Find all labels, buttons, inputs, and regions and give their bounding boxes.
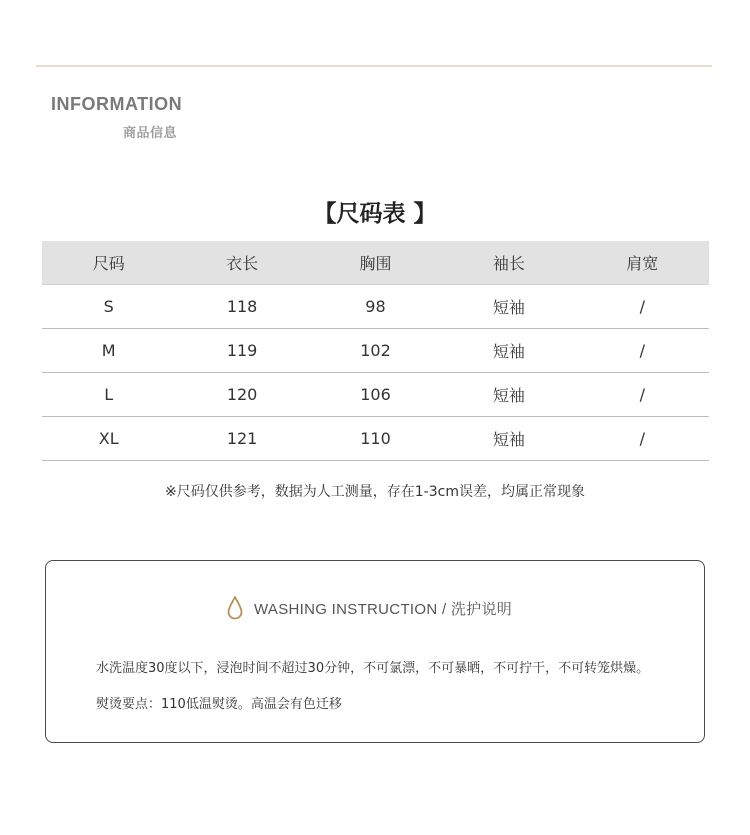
cell-sleeve: 短袖 xyxy=(442,417,575,461)
cell-size: XL xyxy=(42,417,175,461)
washing-text-line-2: 熨烫要点：110低温熨烫。高温会有色迁移 xyxy=(96,697,342,712)
information-subtitle: 商品信息 xyxy=(123,126,178,141)
cell-chest: 98 xyxy=(309,285,442,329)
washing-title: WASHING INSTRUCTION / 洗护说明 xyxy=(254,600,513,618)
cell-size: S xyxy=(42,285,175,329)
column-header-shoulder: 肩宽 xyxy=(576,241,709,285)
information-title: INFORMATION xyxy=(51,94,183,114)
cell-length: 121 xyxy=(175,417,308,461)
table-row xyxy=(42,417,709,461)
cell-shoulder: / xyxy=(576,373,709,417)
cell-chest: 102 xyxy=(309,329,442,373)
cell-shoulder: / xyxy=(576,417,709,461)
size-table-title: 【尺码表 】 xyxy=(313,201,437,227)
table-row xyxy=(42,329,709,373)
column-header-sleeve: 袖长 xyxy=(442,241,575,285)
cell-length: 118 xyxy=(175,285,308,329)
size-note: ※尺码仅供参考，数据为人工测量，存在1-3cm误差，均属正常现象 xyxy=(165,484,585,500)
cell-sleeve: 短袖 xyxy=(442,373,575,417)
cell-length: 120 xyxy=(175,373,308,417)
cell-sleeve: 短袖 xyxy=(442,285,575,329)
washing-text-line-1: 水洗温度30度以下，浸泡时间不超过30分钟，不可氯漂，不可暴晒，不可拧干，不可转笼烘燥。 xyxy=(96,661,650,676)
cell-size: L xyxy=(42,373,175,417)
cell-shoulder: / xyxy=(576,285,709,329)
column-header-chest: 胸围 xyxy=(309,241,442,285)
size-table xyxy=(42,241,709,461)
water-drop-icon xyxy=(226,595,244,621)
washing-instruction-box xyxy=(45,560,705,743)
table-row xyxy=(42,373,709,417)
cell-length: 119 xyxy=(175,329,308,373)
cell-shoulder: / xyxy=(576,329,709,373)
washing-header xyxy=(226,594,512,622)
column-header-length: 衣长 xyxy=(175,241,308,285)
size-table-header-row xyxy=(42,241,709,285)
cell-chest: 110 xyxy=(309,417,442,461)
column-header-size: 尺码 xyxy=(42,241,175,285)
cell-chest: 106 xyxy=(309,373,442,417)
top-divider xyxy=(36,65,712,67)
cell-size: M xyxy=(42,329,175,373)
table-row xyxy=(42,285,709,329)
cell-sleeve: 短袖 xyxy=(442,329,575,373)
